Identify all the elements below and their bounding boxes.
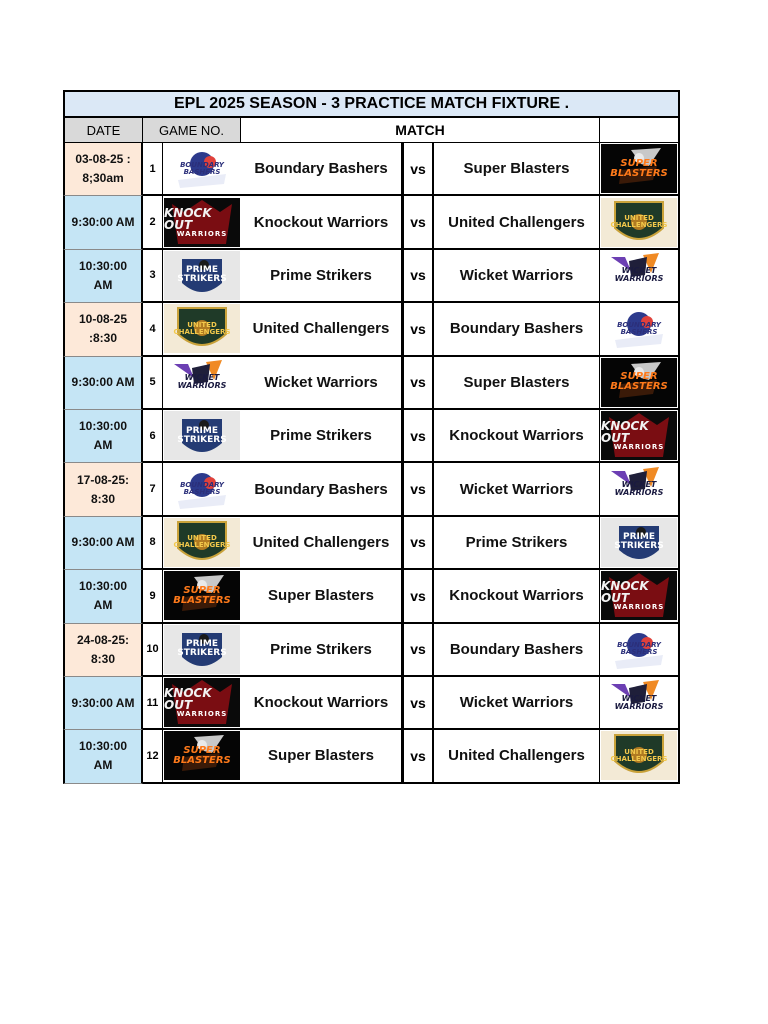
logo-text: BASHERS	[183, 488, 221, 497]
team2-logo-cell	[600, 570, 680, 623]
date-text: 24-08-25: 8:30	[76, 632, 130, 666]
logo-text: KNOCK OUT	[164, 205, 212, 232]
vs-label: vs	[401, 410, 434, 463]
fixture-title: EPL 2025 SEASON - 3 PRACTICE MATCH FIXTURE .	[63, 90, 680, 118]
team2-name: United Challengers	[434, 196, 600, 249]
team1-logo-cell	[163, 624, 241, 677]
logo-text: UNITED	[187, 320, 217, 329]
team1-name: Boundary Bashers	[241, 143, 401, 196]
table-row	[63, 677, 680, 730]
team2-name: Wicket Warriors	[434, 250, 600, 303]
super-logo-icon	[601, 144, 677, 193]
team2-logo-cell	[600, 730, 680, 783]
game-no-cell: 3	[143, 250, 163, 303]
logo-header-blank	[600, 118, 680, 143]
boundary-logo-icon	[601, 304, 677, 353]
logo-text: BOUNDARY	[180, 160, 224, 169]
team1-name: Prime Strikers	[241, 410, 401, 463]
logo-text: PRIME	[623, 532, 655, 543]
team1-name: Boundary Bashers	[241, 463, 401, 516]
fixture-table	[63, 90, 680, 784]
team1-logo-cell	[163, 517, 241, 570]
vs-label: vs	[401, 624, 434, 677]
team1-logo-cell	[163, 143, 241, 196]
team2-name: Knockout Warriors	[434, 410, 600, 463]
date-text: 10:30:00 AM	[78, 419, 128, 453]
united-logo-icon	[164, 518, 240, 567]
team2-name: Knockout Warriors	[434, 570, 600, 623]
boundary-logo-icon	[164, 465, 240, 514]
team1-name: United Challengers	[241, 517, 401, 570]
logo-text: STRIKERS	[177, 648, 227, 659]
vs-label: vs	[401, 570, 434, 623]
date-text: 03-08-25 : 8;30am	[75, 152, 131, 186]
logo-text: CHALLENGERS	[173, 541, 231, 550]
logo-text: SUPER	[620, 157, 658, 169]
table-row	[63, 624, 680, 677]
game-no-header: GAME NO.	[143, 118, 241, 143]
date-cell	[63, 196, 143, 249]
table-row	[63, 143, 680, 196]
date-cell	[63, 250, 143, 303]
logo-text: SUPER	[620, 371, 658, 383]
logo-text: BLASTERS	[610, 167, 668, 179]
logo-text: BLASTERS	[173, 594, 231, 606]
team2-name: Super Blasters	[434, 143, 600, 196]
table-row	[63, 517, 680, 570]
date-cell	[63, 463, 143, 516]
logo-text: SUPER	[183, 584, 221, 596]
logo-text: WARRIORS	[176, 710, 228, 719]
date-text: 9:30:00 AM	[71, 695, 135, 710]
logo-text: WARRIORS	[614, 701, 664, 711]
team2-logo-cell	[600, 303, 680, 356]
team2-logo-cell	[600, 196, 680, 249]
vs-label: vs	[401, 143, 434, 196]
logo-text: BOUNDARY	[617, 320, 661, 329]
vs-label: vs	[401, 303, 434, 356]
team2-logo-cell	[600, 143, 680, 196]
team2-logo-cell	[600, 517, 680, 570]
game-no-cell: 7	[143, 463, 163, 516]
game-no-cell: 2	[143, 196, 163, 249]
super-logo-icon	[164, 731, 240, 780]
date-text: 9:30:00 AM	[71, 375, 135, 390]
vs-label: vs	[401, 517, 434, 570]
table-row	[63, 730, 680, 783]
team1-name: Prime Strikers	[241, 250, 401, 303]
team1-name: Super Blasters	[241, 570, 401, 623]
logo-text: UNITED	[624, 747, 654, 756]
logo-text: PRIME	[186, 639, 218, 650]
super-logo-icon	[601, 358, 677, 407]
super-logo-icon	[164, 571, 240, 620]
wicket-logo-icon	[164, 358, 240, 407]
date-text: 9:30:00 AM	[71, 215, 135, 230]
knockout-logo-icon	[164, 678, 240, 727]
logo-text: KNOCK OUT	[601, 419, 649, 446]
table-row	[63, 570, 680, 623]
logo-text: BASHERS	[183, 167, 221, 176]
game-no-cell: 6	[143, 410, 163, 463]
logo-text: PRIME	[186, 265, 218, 276]
logo-text: WARRIORS	[613, 603, 665, 612]
knockout-logo-icon	[601, 411, 677, 460]
team2-logo-cell	[600, 463, 680, 516]
logo-text: CHALLENGERS	[610, 754, 668, 763]
team2-logo-cell	[600, 410, 680, 463]
vs-label: vs	[401, 677, 434, 730]
header-row	[63, 118, 680, 143]
team2-name: Wicket Warriors	[434, 463, 600, 516]
logo-text: BOUNDARY	[617, 641, 661, 650]
team2-name: Prime Strikers	[434, 517, 600, 570]
date-text: 17-08-25: 8:30	[76, 472, 130, 506]
vs-label: vs	[401, 730, 434, 783]
game-no-cell: 12	[143, 730, 163, 783]
logo-text: BASHERS	[620, 648, 658, 657]
game-no-cell: 8	[143, 517, 163, 570]
game-no-cell: 5	[143, 357, 163, 410]
logo-text: WICKET	[184, 373, 220, 383]
date-cell	[63, 303, 143, 356]
united-logo-icon	[601, 731, 677, 780]
logo-text: STRIKERS	[177, 434, 227, 445]
logo-text: WICKET	[621, 693, 657, 703]
date-text: 10-08-25 :8:30	[78, 312, 128, 346]
logo-text: WICKET	[621, 480, 657, 490]
team1-logo-cell	[163, 303, 241, 356]
logo-text: STRIKERS	[614, 541, 664, 552]
team2-logo-cell	[600, 357, 680, 410]
team1-name: Prime Strikers	[241, 624, 401, 677]
team2-logo-cell	[600, 677, 680, 730]
date-cell	[63, 410, 143, 463]
game-no-cell: 4	[143, 303, 163, 356]
team2-name: Wicket Warriors	[434, 677, 600, 730]
logo-text: UNITED	[624, 214, 654, 223]
knockout-logo-icon	[164, 198, 240, 247]
date-cell	[63, 624, 143, 677]
team1-logo-cell	[163, 357, 241, 410]
logo-text: BLASTERS	[173, 754, 231, 766]
date-cell	[63, 570, 143, 623]
team2-name: Boundary Bashers	[434, 303, 600, 356]
logo-text: KNOCK OUT	[164, 686, 212, 713]
logo-text: UNITED	[187, 534, 217, 543]
vs-label: vs	[401, 357, 434, 410]
logo-text: WARRIORS	[177, 381, 227, 391]
prime-logo-icon	[164, 251, 240, 300]
date-cell	[63, 143, 143, 196]
logo-text: BLASTERS	[610, 381, 668, 393]
logo-text: WARRIORS	[176, 229, 228, 238]
logo-text: BOUNDARY	[180, 481, 224, 490]
united-logo-icon	[601, 198, 677, 247]
team2-name: United Challengers	[434, 730, 600, 783]
logo-text: WICKET	[621, 266, 657, 276]
fixture-rows	[63, 143, 680, 784]
logo-text: CHALLENGERS	[610, 221, 668, 230]
team2-logo-cell	[600, 624, 680, 677]
team1-name: Wicket Warriors	[241, 357, 401, 410]
logo-text: WARRIORS	[614, 488, 664, 498]
vs-label: vs	[401, 196, 434, 249]
wicket-logo-icon	[601, 678, 677, 727]
wicket-logo-icon	[601, 465, 677, 514]
table-row	[63, 196, 680, 249]
team2-name: Super Blasters	[434, 357, 600, 410]
date-header: DATE	[63, 118, 143, 143]
prime-logo-icon	[601, 518, 677, 567]
logo-text: SUPER	[183, 744, 221, 756]
date-cell	[63, 357, 143, 410]
table-row	[63, 357, 680, 410]
game-no-cell: 9	[143, 570, 163, 623]
logo-text: WARRIORS	[614, 274, 664, 284]
date-text: 9:30:00 AM	[71, 535, 135, 550]
vs-label: vs	[401, 463, 434, 516]
team2-name: Boundary Bashers	[434, 624, 600, 677]
game-no-cell: 1	[143, 143, 163, 196]
game-no-cell: 10	[143, 624, 163, 677]
match-header: MATCH	[241, 118, 600, 143]
team2-logo-cell	[600, 250, 680, 303]
team1-name: United Challengers	[241, 303, 401, 356]
knockout-logo-icon	[601, 571, 677, 620]
vs-label: vs	[401, 250, 434, 303]
table-row	[63, 250, 680, 303]
boundary-logo-icon	[164, 144, 240, 193]
game-no-cell: 11	[143, 677, 163, 730]
wicket-logo-icon	[601, 251, 677, 300]
date-cell	[63, 517, 143, 570]
team1-logo-cell	[163, 410, 241, 463]
table-row	[63, 410, 680, 463]
team1-logo-cell	[163, 463, 241, 516]
team1-name: Super Blasters	[241, 730, 401, 783]
logo-text: CHALLENGERS	[173, 327, 231, 336]
date-text: 10:30:00 AM	[78, 579, 128, 613]
team1-name: Knockout Warriors	[241, 196, 401, 249]
date-text: 10:30:00 AM	[78, 258, 128, 292]
team1-logo-cell	[163, 677, 241, 730]
team1-name: Knockout Warriors	[241, 677, 401, 730]
date-cell	[63, 730, 143, 783]
logo-text: PRIME	[186, 425, 218, 436]
team1-logo-cell	[163, 250, 241, 303]
team1-logo-cell	[163, 730, 241, 783]
date-text: 10:30:00 AM	[78, 739, 128, 773]
date-cell	[63, 677, 143, 730]
logo-text: STRIKERS	[177, 274, 227, 285]
team1-logo-cell	[163, 570, 241, 623]
prime-logo-icon	[164, 625, 240, 674]
logo-text: WARRIORS	[613, 443, 665, 452]
united-logo-icon	[164, 304, 240, 353]
logo-text: BASHERS	[620, 327, 658, 336]
prime-logo-icon	[164, 411, 240, 460]
team1-logo-cell	[163, 196, 241, 249]
table-row	[63, 303, 680, 356]
boundary-logo-icon	[601, 625, 677, 674]
table-row	[63, 463, 680, 516]
logo-text: KNOCK OUT	[601, 579, 649, 606]
